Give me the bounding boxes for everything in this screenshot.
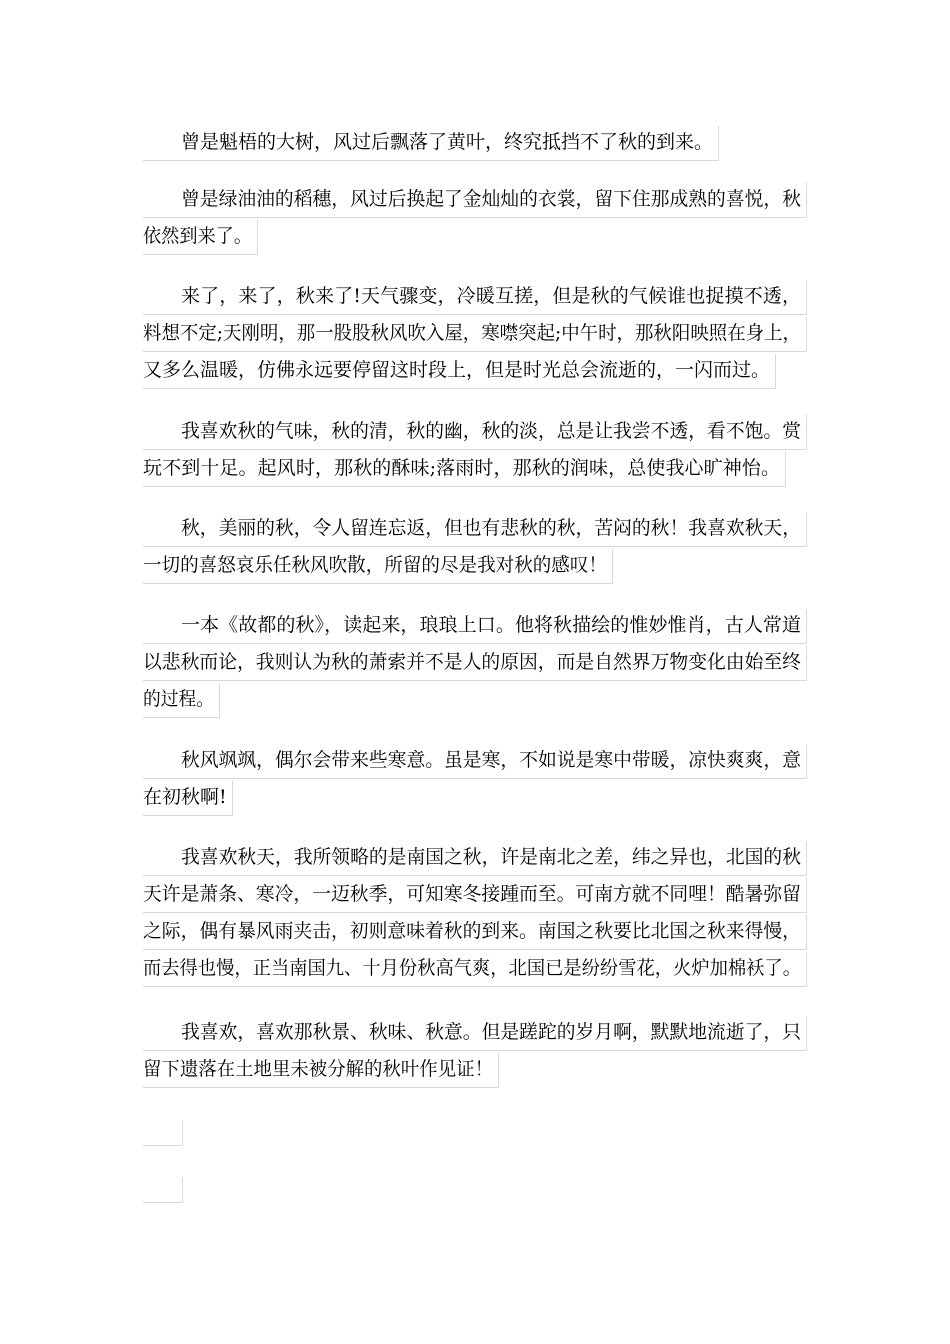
line-text: 而去得也慢，正当南国九、十月份秋高气爽，北国已是纷纷雪花，火炉加棉袄了。 <box>143 957 801 979</box>
line-text: 秋风飒飒，偶尔会带来些寒意。虽是寒，不如说是寒中带暖，凉快爽爽，意 <box>181 749 801 771</box>
paragraph-3 <box>143 278 807 389</box>
paragraph-9 <box>143 1014 807 1088</box>
line-text: 在初秋啊! <box>143 786 227 808</box>
line-text: 以悲秋而论，我则认为秋的萧索并不是人的原因，而是自然界万物变化由始至终 <box>143 651 801 673</box>
line-text: 一本《故都的秋》，读起来，琅琅上口。他将秋描绘的惟妙惟肖，古人常道 <box>181 614 802 636</box>
text-line <box>143 644 807 681</box>
line-text: 天许是萧条、寒冷，一迈秋季，可知寒冬接踵而至。可南方就不同哩！酷暑弥留 <box>143 883 801 905</box>
paragraph-2 <box>143 181 807 255</box>
paragraph-5 <box>143 510 807 584</box>
text-line <box>143 278 807 315</box>
text-line <box>143 839 807 876</box>
text-line <box>143 742 807 779</box>
text-line <box>143 413 807 450</box>
line-text: 一切的喜怒哀乐任秋风吹散，所留的尽是我对秋的感叹！ <box>143 554 607 576</box>
text-line <box>143 218 258 255</box>
text-line <box>143 510 807 547</box>
line-text: 来了，来了，秋来了!天气骤变，冷暖互搓，但是秋的气候谁也捉摸不透， <box>181 285 802 307</box>
line-text: 留下遗落在土地里未被分解的秋叶作见证！ <box>143 1058 493 1080</box>
empty-line <box>143 1177 183 1203</box>
text-line <box>143 124 719 161</box>
text-line <box>143 876 807 913</box>
line-text: 我喜欢秋的气味，秋的清，秋的幽，秋的淡，总是让我尝不透，看不饱。赏 <box>181 420 801 442</box>
paragraph-6 <box>143 607 807 718</box>
line-text: 玩不到十足。起风时，那秋的酥味;落雨时，那秋的润味，总使我心旷神怡。 <box>143 457 781 479</box>
text-line <box>143 913 807 950</box>
line-text: 我喜欢秋天，我所领略的是南国之秋，许是南北之差，纬之异也，北国的秋 <box>181 846 801 868</box>
line-text: 之际，偶有暴风雨夹击，初则意味着秋的到来。南国之秋要比北国之秋来得慢， <box>143 920 801 942</box>
text-line <box>143 950 807 987</box>
text-line <box>143 352 776 389</box>
paragraph-4 <box>143 413 807 487</box>
line-text: 料想不定;天刚明，那一股股秋风吹入屋，寒噤突起;中午时，那秋阳映照在身上， <box>143 322 801 344</box>
empty-line <box>143 1120 183 1146</box>
text-line <box>143 547 613 584</box>
paragraph-8 <box>143 839 807 987</box>
text-line <box>143 607 807 644</box>
paragraph-1 <box>143 124 719 161</box>
line-text: 曾是魁梧的大树，风过后飘落了黄叶，终究抵挡不了秋的到来。 <box>181 131 713 153</box>
line-text: 的过程。 <box>143 688 214 710</box>
text-line <box>143 1051 499 1088</box>
text-line <box>143 181 807 218</box>
line-text: 又多么温暖，仿佛永远要停留这时段上，但是时光总会流逝的，一闪而过。 <box>143 359 770 381</box>
text-line <box>143 681 220 718</box>
line-text: 我喜欢，喜欢那秋景、秋味、秋意。但是蹉跎的岁月啊，默默地流逝了，只 <box>181 1021 801 1043</box>
line-text: 曾是绿油油的稻穗，风过后换起了金灿灿的衣裳，留下住那成熟的喜悦，秋 <box>181 188 801 210</box>
text-line <box>143 779 233 816</box>
line-text: 依然到来了。 <box>143 225 252 247</box>
text-line <box>143 315 807 352</box>
text-line <box>143 450 786 487</box>
line-text: 秋，美丽的秋，令人留连忘返，但也有悲秋的秋，苦闷的秋！我喜欢秋天， <box>181 517 801 539</box>
text-line <box>143 1014 807 1051</box>
paragraph-7 <box>143 742 807 816</box>
